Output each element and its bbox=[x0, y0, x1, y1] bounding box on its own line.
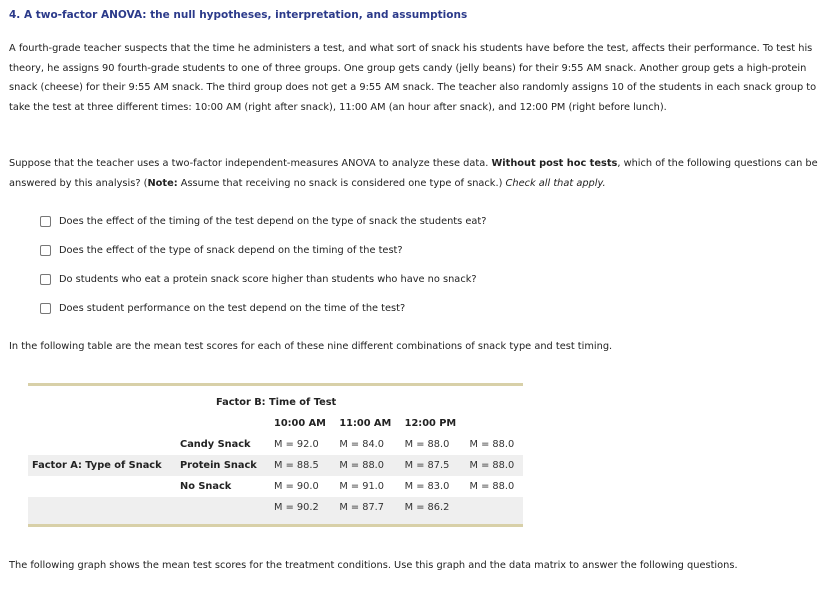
question-bold: Without post hoc tests bbox=[491, 158, 618, 169]
cell-protein-2: M = 88.0 bbox=[335, 455, 400, 476]
question-text-2: , which of the following questions can be answered by this analysis? ( bbox=[9, 158, 818, 189]
marginal-candy: M = 88.0 bbox=[469, 439, 515, 450]
cell-candy-3: M = 88.0 bbox=[404, 439, 450, 450]
option-3-checkbox[interactable] bbox=[40, 274, 51, 285]
factor-b-label: Factor B: Time of Test bbox=[216, 397, 337, 408]
option-4-checkbox[interactable] bbox=[40, 303, 51, 314]
cell-nosnack-1: M = 90.0 bbox=[274, 481, 319, 492]
cell-protein-1: M = 88.5 bbox=[270, 455, 335, 476]
cell-protein-3: M = 87.5 bbox=[401, 455, 466, 476]
intro-paragraph: A fourth-grade teacher suspects that the time he administers a test, and what sort of snack his students have before the test, affects their performance. To test his theory, he assigns 90 fourth-grade students to one of three groups. One group gets candy (jelly beans) for their 9:55 AM snack. Another group gets a high-protein snack (cheese) for their 9:55 AM snack. The third group does not get a 9:55 AM snack. The teacher also randomly assigns 10 of the students in each snack group to take the test at three different times: 10:00 AM (right after snack), 11:00 AM (an hour after snack), and 12:00 PM (right before lunch). bbox=[9, 43, 817, 113]
graph-intro: The following graph shows the mean test scores for the treatment conditions. Use this graph and the data matrix to answer the following questions. bbox=[9, 560, 738, 571]
marginal-nosnack: M = 88.0 bbox=[469, 481, 515, 492]
note-label: Note: bbox=[147, 177, 178, 189]
option-2[interactable] bbox=[40, 236, 486, 265]
column-marginal-row bbox=[28, 497, 523, 518]
option-1-label: Does the effect of the timing of the test depend on the type of snack the students eat? bbox=[59, 216, 487, 227]
row-label-nosnack: No Snack bbox=[180, 481, 232, 492]
col-header-3: 12:00 PM bbox=[404, 418, 457, 429]
means-table bbox=[28, 386, 523, 524]
option-4[interactable] bbox=[40, 294, 486, 323]
answer-options bbox=[40, 207, 486, 323]
table-row-nosnack bbox=[28, 476, 523, 497]
question-text-3: Assume that receiving no snack is considered one type of snack.) bbox=[177, 177, 506, 189]
option-2-checkbox[interactable] bbox=[40, 245, 51, 256]
option-2-label: Does the effect of the type of snack depend on the timing of the test? bbox=[59, 245, 403, 256]
option-4-label: Does student performance on the test depend on the time of the test? bbox=[59, 303, 406, 314]
column-header-row bbox=[28, 413, 523, 434]
row-label-candy: Candy Snack bbox=[180, 439, 251, 450]
option-3-label: Do students who eat a protein snack score higher than students who have no snack? bbox=[59, 274, 477, 285]
option-1-checkbox[interactable] bbox=[40, 216, 51, 227]
option-1[interactable] bbox=[40, 207, 486, 236]
table-intro: In the following table are the mean test scores for each of these nine different combinations of snack type and test timing. bbox=[9, 341, 613, 352]
cell-candy-1: M = 92.0 bbox=[274, 439, 319, 450]
row-label-protein: Protein Snack bbox=[176, 455, 270, 476]
marginal-protein: M = 88.0 bbox=[466, 455, 523, 476]
col-marginal-2: M = 87.7 bbox=[335, 497, 400, 518]
question-title: 4. A two-factor ANOVA: the null hypotheses, interpretation, and assumptions bbox=[9, 9, 468, 21]
instruction-text: Check all that apply. bbox=[505, 177, 606, 189]
question-text-1: Suppose that the teacher uses a two-factor independent-measures ANOVA to analyze these data. bbox=[9, 158, 492, 169]
col-marginal-1: M = 90.2 bbox=[270, 497, 335, 518]
factor-b-row bbox=[28, 392, 523, 413]
option-3[interactable] bbox=[40, 265, 486, 294]
table-row-candy bbox=[28, 434, 523, 455]
factor-a-label: Factor A: Type of Snack bbox=[28, 455, 176, 476]
col-header-1: 10:00 AM bbox=[274, 418, 326, 429]
table-bottom-rule bbox=[28, 524, 523, 527]
cell-nosnack-2: M = 91.0 bbox=[339, 481, 385, 492]
col-header-2: 11:00 AM bbox=[339, 418, 392, 429]
cell-candy-2: M = 84.0 bbox=[339, 439, 385, 450]
col-marginal-3: M = 86.2 bbox=[401, 497, 466, 518]
table-row-protein bbox=[28, 455, 523, 476]
data-matrix bbox=[28, 383, 523, 527]
cell-nosnack-3: M = 83.0 bbox=[404, 481, 450, 492]
question-paragraph bbox=[9, 154, 821, 193]
